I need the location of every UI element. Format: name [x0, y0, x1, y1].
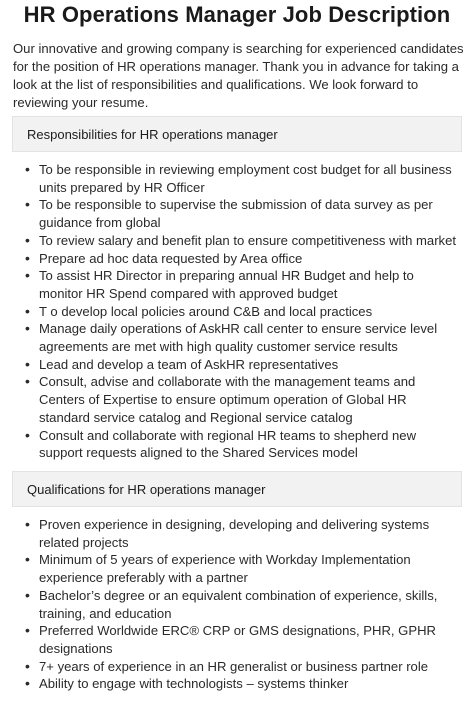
list-item: • Minimum of 5 years of experience with Workday Implementation experience preferably with a partner [0, 551, 470, 586]
page-title: HR Operations Manager Job Description [23, 2, 451, 27]
list-item: • Consult and collaborate with regional HR teams to shepherd new support requests aligned to the Shared Services model [0, 427, 470, 462]
qualifications-heading: Qualifications for HR operations manager [27, 482, 266, 497]
responsibilities-heading: Responsibilities for HR operations manager [27, 127, 278, 142]
list-item: • T o develop local policies around C&B and local practices [0, 303, 470, 321]
list-item: • Prepare ad hoc data requested by Area office [0, 250, 470, 268]
intro-paragraph: Our innovative and growing company is searching for experienced candidates for the position of HR operations manager. Thank you in advance for taking a look at the list of responsibilities and qualifications. We look forward to reviewing your resume. [13, 41, 464, 110]
list-item: • 7+ years of experience in an HR generalist or business partner role [0, 658, 470, 676]
list-item: • To review salary and benefit plan to ensure competitiveness with market [0, 232, 470, 250]
list-item: • Preferred Worldwide ERC® CRP or GMS designations, PHR, GPHR designations [0, 622, 470, 657]
list-item: • Ability to engage with technologists – systems thinker [0, 675, 470, 693]
list-item: • To be responsible to supervise the submission of data survey as per guidance from global [0, 196, 470, 231]
list-item: • Proven experience in designing, developing and delivering systems related projects [0, 516, 470, 551]
qualifications-list [0, 516, 470, 693]
responsibilities-list [0, 161, 470, 462]
qualifications-header [12, 471, 462, 507]
list-item: • To be responsible in reviewing employment cost budget for all business units prepared by HR Officer [0, 161, 470, 196]
list-item: • Manage daily operations of AskHR call center to ensure service level agreements are met with high quality customer service results [0, 320, 470, 355]
list-item: • Bachelor’s degree or an equivalent combination of experience, skills, training, and education [0, 587, 470, 622]
responsibilities-header [12, 116, 462, 152]
list-item: • Lead and develop a team of AskHR representatives [0, 356, 470, 374]
list-item: • To assist HR Director in preparing annual HR Budget and help to monitor HR Spend compared with approved budget [0, 267, 470, 302]
list-item: • Consult, advise and collaborate with the management teams and Centers of Expertise to ensure optimum operation of Global HR standard service catalog and Regional service catalog [0, 373, 470, 426]
